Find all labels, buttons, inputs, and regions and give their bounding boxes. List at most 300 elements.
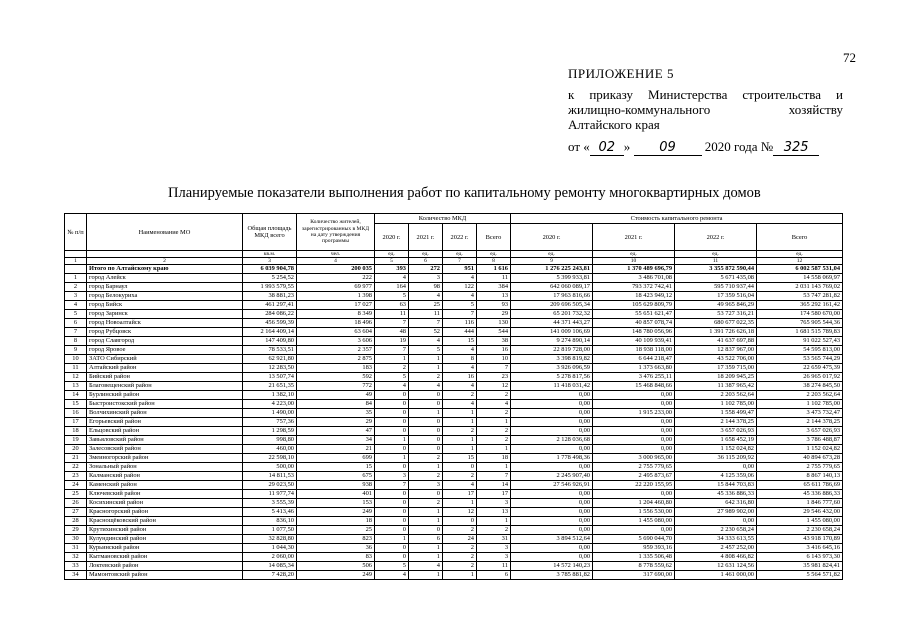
table-cell: 0,00	[511, 418, 593, 427]
table-container	[64, 213, 842, 580]
table-cell: 40 894 673,28	[757, 454, 843, 463]
table-cell: 31	[477, 535, 511, 544]
table-cell: 174 580 670,00	[757, 310, 843, 319]
table-cell: 2	[443, 544, 477, 553]
column-number-cell: 8	[477, 258, 511, 265]
header-2021: 2021 г.	[593, 224, 675, 251]
table-cell: 0	[375, 508, 409, 517]
table-cell: 5	[443, 301, 477, 310]
table-cell: город Новоалтайск	[87, 319, 243, 328]
table-cell: 1	[409, 517, 443, 526]
table-cell: Красногорский район	[87, 508, 243, 517]
table-cell: 0	[375, 391, 409, 400]
table-cell: 8	[65, 337, 87, 346]
table-row	[65, 409, 843, 418]
table-cell: 0,00	[675, 517, 757, 526]
table-cell: 29	[477, 310, 511, 319]
table-cell: 17 359 715,00	[675, 364, 757, 373]
table-cell: 4	[443, 274, 477, 283]
table-cell: 122	[443, 283, 477, 292]
table-cell: 2 128 036,68	[511, 436, 593, 445]
header-2020: 2020 г.	[511, 224, 593, 251]
header-area: Общая площадь МКД всего	[243, 214, 297, 251]
table-cell: 17	[443, 490, 477, 499]
table-cell: 1 373 663,80	[593, 364, 675, 373]
table-cell: 4 125 359,06	[675, 472, 757, 481]
table-cell: 595 710 937,44	[675, 283, 757, 292]
table-cell: 3 657 026,93	[675, 427, 757, 436]
table-cell: 12 631 124,56	[675, 562, 757, 571]
table-cell: 17 027	[297, 301, 375, 310]
table-cell: город Белокуриха	[87, 292, 243, 301]
table-cell: 1 461 000,00	[675, 571, 757, 580]
table-cell: 1 681 515 789,83	[757, 328, 843, 337]
table-cell: 680 677 022,35	[675, 319, 757, 328]
table-cell: 4	[375, 274, 409, 283]
unit-cell: кв.м.	[243, 251, 297, 258]
table-cell: 642 060 089,17	[511, 283, 593, 292]
table-cell: 5	[409, 346, 443, 355]
table-cell: 12	[65, 373, 87, 382]
table-cell: 938	[297, 481, 375, 490]
table-cell: город Барнаул	[87, 283, 243, 292]
table-cell: 0	[443, 463, 477, 472]
table-cell: 5	[65, 310, 87, 319]
table-cell: 384	[477, 283, 511, 292]
header-num: № п/п	[65, 214, 87, 251]
table-cell: 84	[297, 400, 375, 409]
table-cell: 147 409,80	[243, 337, 297, 346]
table-cell: 5 278 817,56	[511, 373, 593, 382]
table-cell: 36 115 209,92	[675, 454, 757, 463]
table-cell: 249	[297, 571, 375, 580]
order-number: 325	[773, 140, 819, 156]
table-cell: 2	[443, 427, 477, 436]
table-cell: 4	[443, 481, 477, 490]
table-cell: 23	[477, 373, 511, 382]
table-cell: 1 556 530,00	[593, 508, 675, 517]
table-cell: 0	[375, 517, 409, 526]
table-cell: 45 336 886,33	[757, 490, 843, 499]
unit-cell: чел.	[297, 251, 375, 258]
table-cell: 1 490,00	[243, 409, 297, 418]
table-cell: 2	[477, 409, 511, 418]
unit-cell	[65, 251, 87, 258]
table-cell: 0	[409, 490, 443, 499]
table-cell: 18 423 949,12	[593, 292, 675, 301]
table-cell: 2 755 779,65	[757, 463, 843, 472]
table-cell: 4	[443, 292, 477, 301]
table-cell: 4	[409, 562, 443, 571]
table-cell: 1	[443, 445, 477, 454]
table-cell: 2	[65, 283, 87, 292]
table-row	[65, 283, 843, 292]
appendix-line: жилищно-коммунального хозяйству	[568, 102, 843, 117]
table-cell: 4 223,00	[243, 400, 297, 409]
table-cell: 1	[409, 409, 443, 418]
table-cell: 675	[297, 472, 375, 481]
table-cell: 1 102 785,00	[757, 400, 843, 409]
table-cell: 8 867 140,13	[757, 472, 843, 481]
table-cell: 10	[477, 355, 511, 364]
order-day: 02	[590, 140, 624, 156]
unit-cell: ед.	[511, 251, 593, 258]
table-cell: 148 780 056,96	[593, 328, 675, 337]
table-cell: Крутихинский район	[87, 526, 243, 535]
table-cell: 24	[443, 535, 477, 544]
table-cell: 1 455 080,00	[757, 517, 843, 526]
table-cell: 7	[375, 319, 409, 328]
table-cell: 1	[477, 517, 511, 526]
table-cell: 444	[443, 328, 477, 337]
table-cell: 1 102 785,00	[675, 400, 757, 409]
table-cell: 0,00	[593, 400, 675, 409]
table-cell: 0,00	[593, 436, 675, 445]
table-cell: 2 755 779,65	[593, 463, 675, 472]
table-cell: 19	[375, 337, 409, 346]
table-cell: 14 085,34	[243, 562, 297, 571]
table-cell: 461 297,41	[243, 301, 297, 310]
total-row	[65, 265, 843, 274]
table-cell: 0	[409, 400, 443, 409]
table-cell: 1	[409, 463, 443, 472]
table-cell: 3	[409, 481, 443, 490]
header-mkd-count: Количество МКД	[375, 214, 511, 224]
table-cell: 2 203 562,64	[757, 391, 843, 400]
table-cell: 0,00	[675, 463, 757, 472]
table-cell: 13	[477, 508, 511, 517]
table-cell: 25	[65, 490, 87, 499]
table-cell: 8 778 559,62	[593, 562, 675, 571]
table-row	[65, 355, 843, 364]
table-cell: 6 039 904,78	[243, 265, 297, 274]
order-date-line	[568, 139, 843, 156]
table-cell: 2	[477, 436, 511, 445]
table-cell: Алтайский район	[87, 364, 243, 373]
unit-cell: ед.	[409, 251, 443, 258]
table-cell: 0,00	[511, 400, 593, 409]
table-cell: 0,00	[593, 427, 675, 436]
appendix-line: Алтайского края	[568, 117, 660, 132]
table-cell: 16	[477, 346, 511, 355]
table-cell: 2 230 658,24	[675, 526, 757, 535]
table-cell: 1	[409, 553, 443, 562]
table-cell: 11 977,74	[243, 490, 297, 499]
table-cell: 5	[375, 292, 409, 301]
table-cell: 0,00	[511, 544, 593, 553]
table-cell: 2 203 562,64	[675, 391, 757, 400]
table-cell: 47	[297, 427, 375, 436]
column-number-cell: 10	[593, 258, 675, 265]
table-cell: 2	[443, 472, 477, 481]
table-cell: 34	[65, 571, 87, 580]
table-cell: 1 658 452,19	[675, 436, 757, 445]
table-row	[65, 427, 843, 436]
table-cell: 506	[297, 562, 375, 571]
table-cell: 34	[297, 436, 375, 445]
table-cell: 836,10	[243, 517, 297, 526]
table-cell: 0	[375, 463, 409, 472]
table-cell: 35 981 824,41	[757, 562, 843, 571]
table-cell: 52	[409, 328, 443, 337]
table-cell: 30	[65, 535, 87, 544]
table-cell: Краснощёковский район	[87, 517, 243, 526]
table-cell: город Славгород	[87, 337, 243, 346]
table-cell: 153	[297, 499, 375, 508]
table-cell: 9	[65, 346, 87, 355]
table-cell: 26 965 017,92	[757, 373, 843, 382]
table-cell: Благовещенский район	[87, 382, 243, 391]
table-row	[65, 553, 843, 562]
table-cell	[65, 265, 87, 274]
table-cell: 29	[297, 418, 375, 427]
table-cell: 38 881,23	[243, 292, 297, 301]
table-cell: 22 819 728,00	[511, 346, 593, 355]
table-cell: 5 690 044,70	[593, 535, 675, 544]
table-cell: 3 894 512,64	[511, 535, 593, 544]
table-cell: 0,00	[511, 526, 593, 535]
table-cell: 2 495 873,67	[593, 472, 675, 481]
table-cell: 1	[375, 355, 409, 364]
table-row	[65, 274, 843, 283]
column-number-cell: 3	[243, 258, 297, 265]
table-cell: 11	[409, 310, 443, 319]
table-cell: 2	[477, 427, 511, 436]
unit-cell: ед.	[593, 251, 675, 258]
table-cell: 15	[297, 463, 375, 472]
table-cell: 48	[375, 328, 409, 337]
table-cell: 12	[443, 508, 477, 517]
table-cell: 3 926 096,59	[511, 364, 593, 373]
table-cell: Калманский район	[87, 472, 243, 481]
table-cell: Кытмановский район	[87, 553, 243, 562]
table-cell: 5 254,52	[243, 274, 297, 283]
table-cell: 1 044,30	[243, 544, 297, 553]
table-cell: Мамонтовский район	[87, 571, 243, 580]
table-cell: 0	[409, 436, 443, 445]
table-cell: 105 629 809,79	[593, 301, 675, 310]
table-cell: 4	[443, 400, 477, 409]
table-cell: 3 476 255,11	[593, 373, 675, 382]
appendix-block	[568, 66, 843, 132]
table-cell: 2	[443, 553, 477, 562]
table-cell: 23	[65, 472, 87, 481]
table-cell: 2 457 252,00	[675, 544, 757, 553]
table-cell: город Яровое	[87, 346, 243, 355]
table-cell: 53 565 744,29	[757, 355, 843, 364]
table-cell: 130	[477, 319, 511, 328]
table-row	[65, 400, 843, 409]
table-cell: 21 651,35	[243, 382, 297, 391]
table-cell: 36	[297, 544, 375, 553]
table-cell: 55 651 621,47	[593, 310, 675, 319]
table-cell: 93	[477, 301, 511, 310]
unit-cell: ед.	[375, 251, 409, 258]
table-cell: 284 086,22	[243, 310, 297, 319]
table-cell: Ельцовский район	[87, 427, 243, 436]
table-cell: 27 989 902,00	[675, 508, 757, 517]
table-row	[65, 328, 843, 337]
table-cell: 951	[443, 265, 477, 274]
table-row	[65, 319, 843, 328]
table-cell: 1	[375, 454, 409, 463]
table-cell: 0,00	[593, 445, 675, 454]
table-cell: 3	[409, 274, 443, 283]
table-cell: 44 371 443,27	[511, 319, 593, 328]
table-row	[65, 382, 843, 391]
table-cell: 2	[477, 526, 511, 535]
table-cell: 0,00	[511, 499, 593, 508]
table-cell: 2	[409, 454, 443, 463]
table-row	[65, 472, 843, 481]
table-cell: 29 546 432,00	[757, 508, 843, 517]
table-cell: 1	[409, 544, 443, 553]
table-cell: 16	[65, 409, 87, 418]
table-cell: 3 606	[297, 337, 375, 346]
table-cell: 0	[375, 526, 409, 535]
table-row	[65, 301, 843, 310]
header-total: Всего	[477, 224, 511, 251]
table-cell: 116	[443, 319, 477, 328]
table-cell: 40 109 939,41	[593, 337, 675, 346]
table-cell: 0	[409, 427, 443, 436]
table-cell: 765 905 544,36	[757, 319, 843, 328]
table-cell: 998,80	[243, 436, 297, 445]
table-cell: 17 963 816,66	[511, 292, 593, 301]
table-cell: 0	[409, 445, 443, 454]
table-cell: 1 778 498,36	[511, 454, 593, 463]
table-cell: 25	[409, 301, 443, 310]
table-cell: 2 875	[297, 355, 375, 364]
table-cell: 1 993 579,55	[243, 283, 297, 292]
table-cell: Ключевский район	[87, 490, 243, 499]
table-cell: 2	[409, 472, 443, 481]
table-cell: Залесовский район	[87, 445, 243, 454]
table-cell: 272	[409, 265, 443, 274]
table-cell: 14 558 069,97	[757, 274, 843, 283]
table-cell: город Алейск	[87, 274, 243, 283]
table-cell: 3	[477, 553, 511, 562]
table-cell: 1	[443, 571, 477, 580]
table-cell: 823	[297, 535, 375, 544]
table-cell: 63 604	[297, 328, 375, 337]
table-cell: 249	[297, 508, 375, 517]
table-cell: 0	[375, 409, 409, 418]
table-cell: 3 785 881,82	[511, 571, 593, 580]
table-cell: 14 811,53	[243, 472, 297, 481]
table-cell: 4	[443, 364, 477, 373]
table-cell: 0	[443, 517, 477, 526]
table-cell: Каменский район	[87, 481, 243, 490]
table-cell: Кулундинский район	[87, 535, 243, 544]
table-cell: 3 000 965,00	[593, 454, 675, 463]
table-cell: 69 977	[297, 283, 375, 292]
order-month: 09	[634, 140, 702, 156]
table-cell: 0	[409, 526, 443, 535]
unit-cell	[87, 251, 243, 258]
table-cell: 4	[443, 382, 477, 391]
table-cell: 7	[443, 310, 477, 319]
table-cell: 4	[409, 292, 443, 301]
table-cell: 54 595 813,00	[757, 346, 843, 355]
table-cell: 141 009 106,69	[511, 328, 593, 337]
table-cell: 33	[65, 562, 87, 571]
table-row	[65, 490, 843, 499]
table-cell: 2 357	[297, 346, 375, 355]
table-cell: 1	[443, 499, 477, 508]
table-cell: 4	[375, 571, 409, 580]
table-cell: 3	[375, 472, 409, 481]
table-cell: 11	[477, 274, 511, 283]
table-cell: город Рубцовск	[87, 328, 243, 337]
table-cell: 3	[477, 544, 511, 553]
table-cell: 21	[297, 445, 375, 454]
table-cell: 393	[375, 265, 409, 274]
column-number-cell: 5	[375, 258, 409, 265]
table-cell: 6 002 587 531,04	[757, 265, 843, 274]
table-cell: 1 276 225 243,81	[511, 265, 593, 274]
table-cell: 1	[477, 463, 511, 472]
table-cell: 15	[443, 337, 477, 346]
table-cell: 7	[477, 472, 511, 481]
table-cell: 0,00	[511, 490, 593, 499]
table-cell: 17	[65, 418, 87, 427]
table-cell: 544	[477, 328, 511, 337]
table-cell: 27	[65, 508, 87, 517]
table-row	[65, 562, 843, 571]
header-2021: 2021 г.	[409, 224, 443, 251]
table-cell: 3 416 645,16	[757, 544, 843, 553]
header-total: Всего	[757, 224, 843, 251]
column-number-row	[65, 258, 843, 265]
table-cell: 1	[409, 571, 443, 580]
table-cell: 6 644 218,47	[593, 355, 675, 364]
table-cell: 24	[65, 481, 87, 490]
table-cell: 4 808 466,82	[675, 553, 757, 562]
order-prefix: от «	[568, 139, 590, 154]
table-cell: 959 393,16	[593, 544, 675, 553]
table-cell: 772	[297, 382, 375, 391]
table-cell: 7	[477, 364, 511, 373]
table-cell: 0	[375, 553, 409, 562]
table-cell: 14	[65, 391, 87, 400]
table-cell: 5 413,46	[243, 508, 297, 517]
table-cell: 0,00	[511, 508, 593, 517]
table-cell: 13 507,74	[243, 373, 297, 382]
table-cell: 0,00	[511, 445, 593, 454]
table-cell: 642 316,80	[675, 499, 757, 508]
table-cell: 8 349	[297, 310, 375, 319]
table-cell: 43 522 706,00	[675, 355, 757, 364]
table-cell: 6	[409, 535, 443, 544]
table-cell: 4	[65, 301, 87, 310]
table-cell: 5	[375, 562, 409, 571]
table-cell: Локтевский район	[87, 562, 243, 571]
table-cell: 164	[375, 283, 409, 292]
table-cell: 0	[375, 427, 409, 436]
table-cell: город Бийск	[87, 301, 243, 310]
table-cell: 0	[375, 499, 409, 508]
header-name: Наименование МО	[87, 214, 243, 251]
table-cell: 0,00	[511, 553, 593, 562]
column-number-cell: 2	[87, 258, 243, 265]
header-residents: Количество жителей, зарегистрированных в МКД на дату утверждения программы	[297, 214, 375, 251]
table-cell: Завьяловский район	[87, 436, 243, 445]
table-cell: 1	[65, 274, 87, 283]
table-cell: 1 915 233,00	[593, 409, 675, 418]
table-row	[65, 544, 843, 553]
column-number-cell: 1	[65, 258, 87, 265]
